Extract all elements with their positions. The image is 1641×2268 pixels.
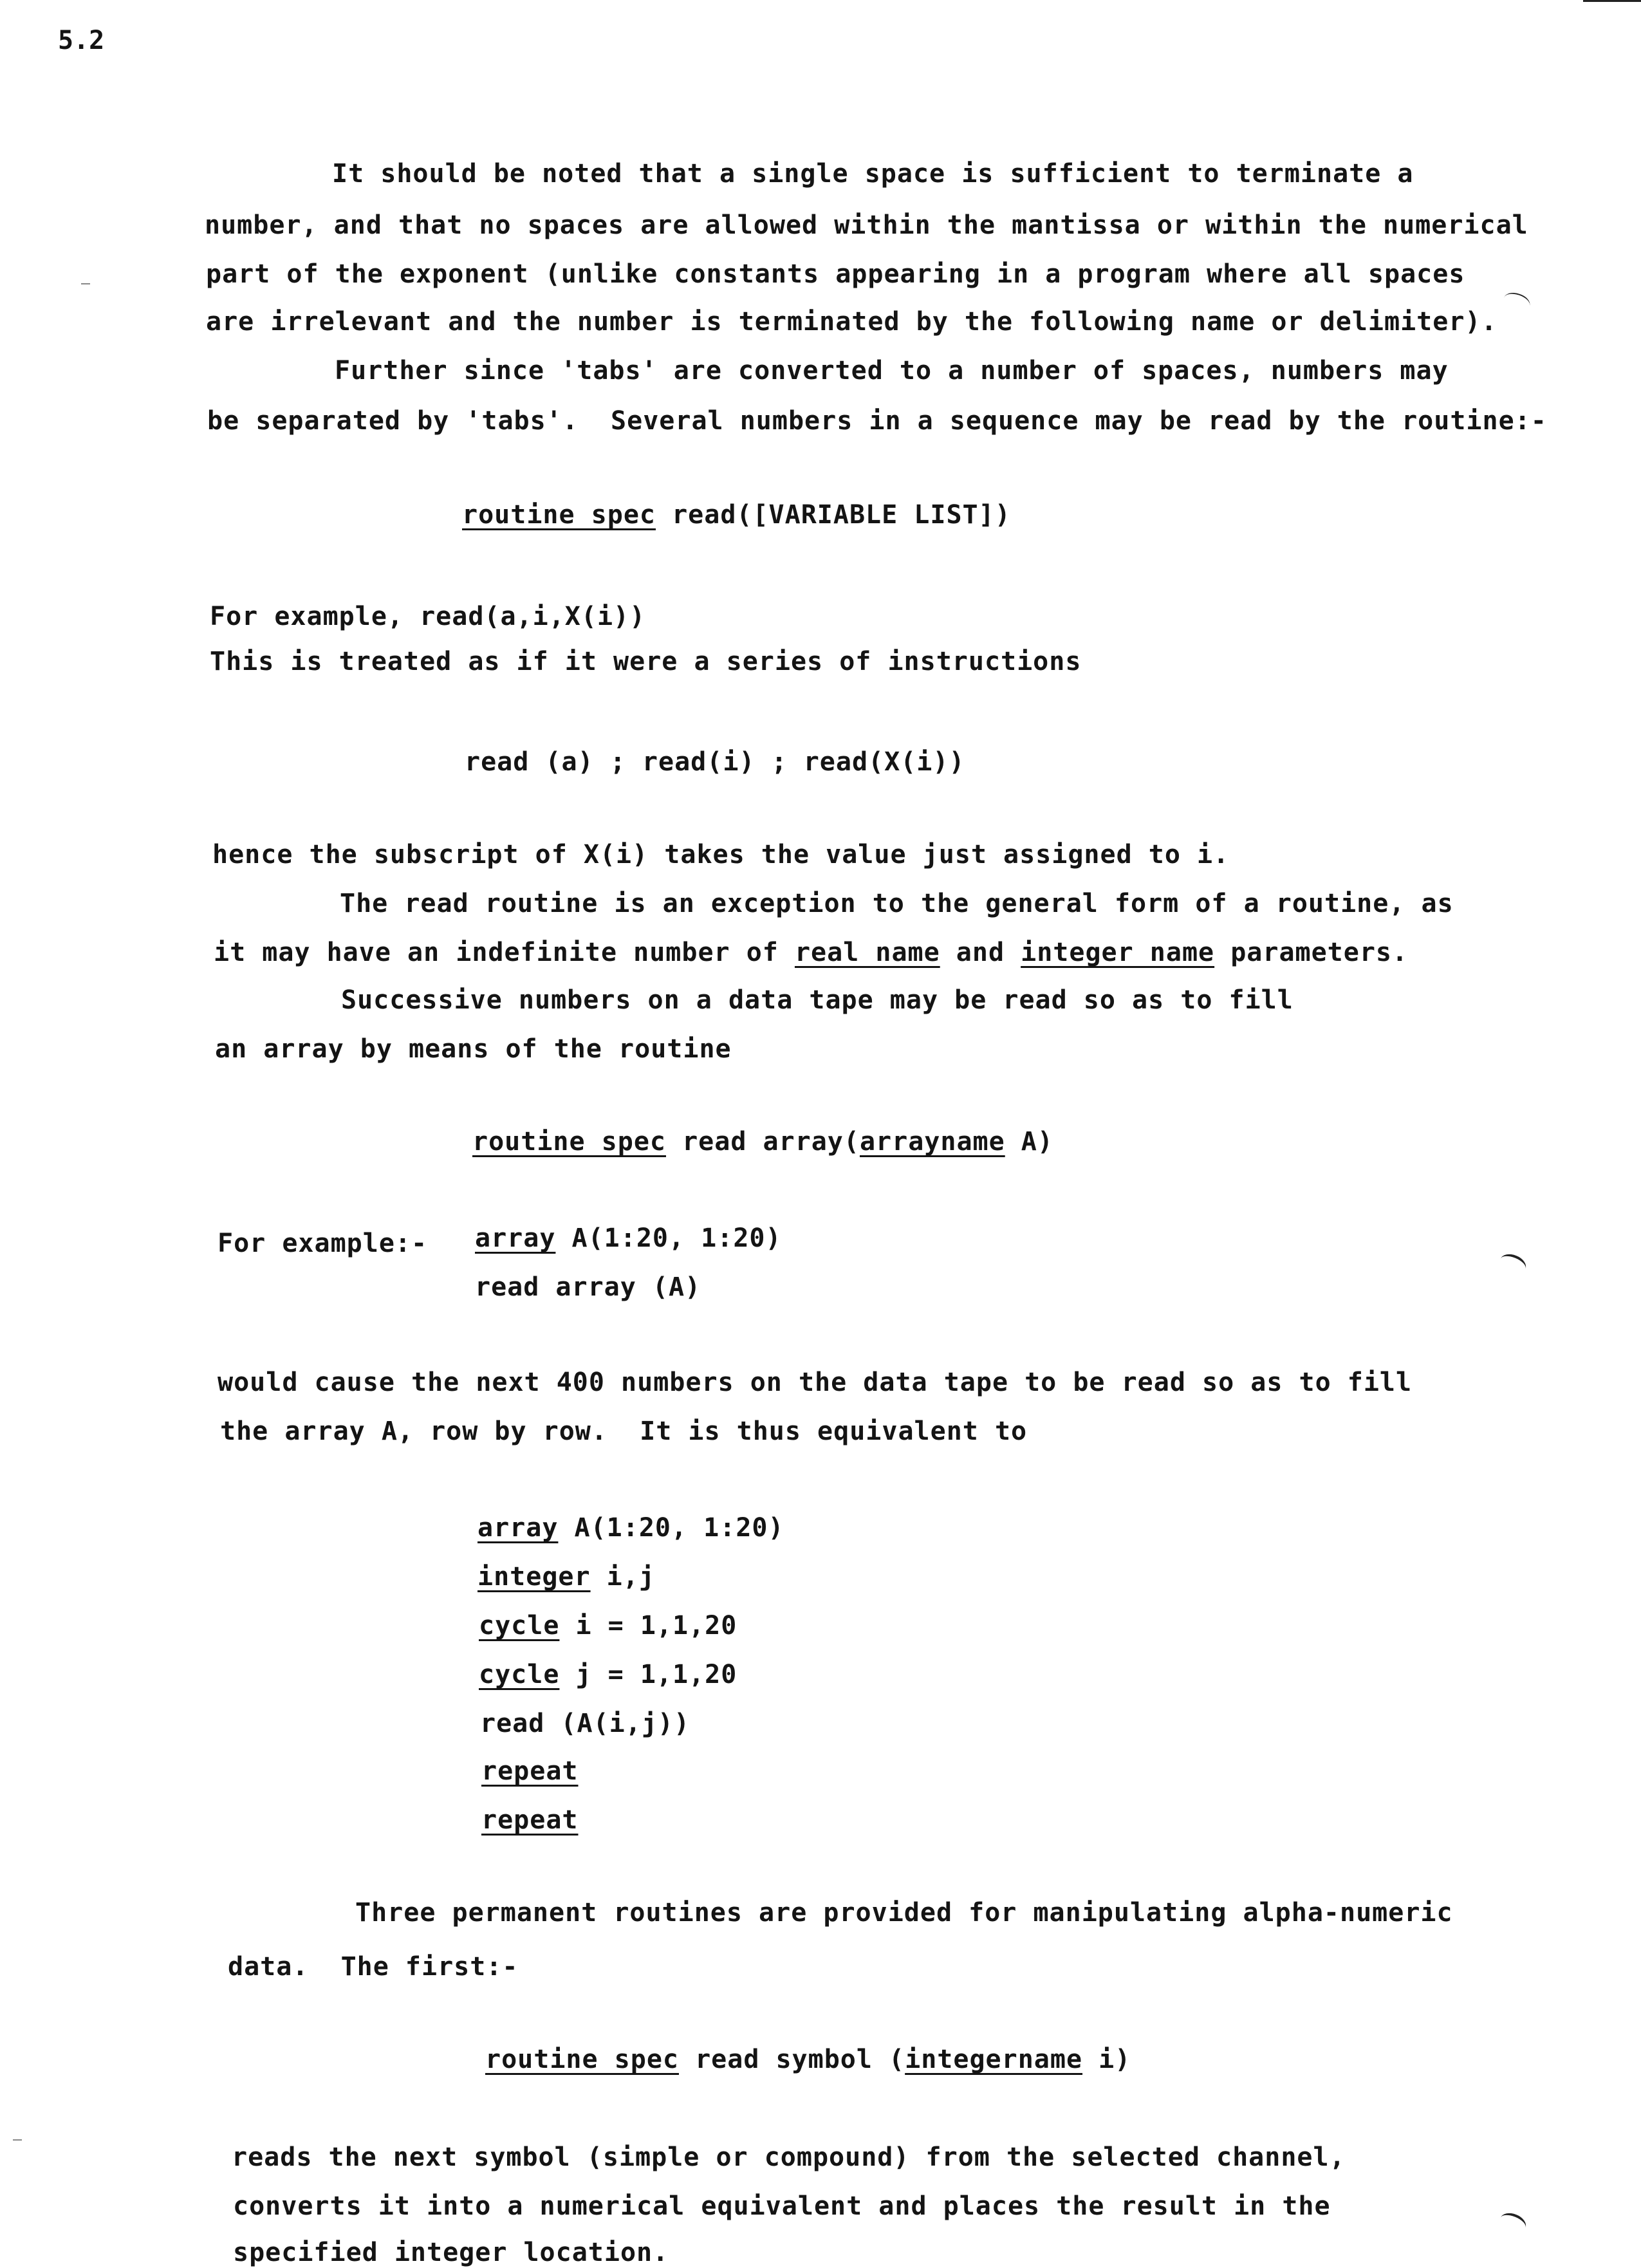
underlined-keyword: arrayname: [859, 1127, 1005, 1157]
margin-mark: [1497, 2209, 1528, 2236]
text-run: be separated by 'tabs'. Several numbers in a sequence may be read by the routine:-: [207, 406, 1547, 436]
text-run: data. The first:-: [228, 1952, 519, 1982]
underlined-keyword: integer: [477, 1562, 591, 1592]
text-run: It should be noted that a single space is sufficient to terminate a: [332, 159, 1414, 189]
text-run: read symbol (: [678, 2045, 905, 2074]
paragraph-line: [340, 888, 1454, 919]
underlined-keyword: repeat: [481, 1756, 579, 1786]
code-line: [475, 1223, 782, 1254]
routine-spec-read: [462, 499, 1011, 530]
page-number: 5.2: [58, 26, 105, 55]
text-run: part of the exponent (unlike constants appearing in a program where all spaces: [206, 259, 1465, 289]
paragraph-line: [206, 259, 1465, 290]
text-run: are irrelevant and the number is terminated by the following name or delimiter).: [206, 307, 1497, 337]
paragraph-line: [218, 1367, 1412, 1398]
paragraph-line: [233, 2191, 1331, 2222]
underlined-keyword: cycle: [479, 1611, 560, 1641]
text-run: the array A, row by row. It is thus equivalent to: [220, 1417, 1028, 1446]
text-run: A(1:20, 1:20): [558, 1513, 784, 1543]
paragraph-line: [206, 306, 1497, 337]
code-line: [481, 1756, 579, 1787]
paragraph-line: [335, 355, 1449, 386]
underlined-keyword: integername: [905, 2045, 1083, 2074]
paragraph-line: [355, 1897, 1453, 1928]
underlined-keyword: repeat: [481, 1805, 579, 1835]
routine-spec-read-array: [472, 1126, 1053, 1157]
margin-mark: [1501, 290, 1532, 314]
paragraph-line: [232, 2142, 1346, 2173]
text-run: reads the next symbol (simple or compound) from the selected channel,: [232, 2143, 1346, 2172]
underlined-keyword: routine spec: [485, 2045, 679, 2074]
paragraph-line: [207, 405, 1547, 436]
example-label: [218, 1228, 427, 1259]
underlined-keyword: routine spec: [462, 500, 656, 530]
example-line: [210, 601, 645, 632]
text-run: i,j: [590, 1562, 655, 1592]
text-run: The read routine is an exception to the general form of a routine, as: [340, 889, 1454, 918]
code-line: [479, 1659, 737, 1690]
text-run: i = 1,1,20: [559, 1611, 737, 1641]
code-line: [465, 747, 965, 777]
text-run: read array (A): [475, 1272, 701, 1302]
text-run: This is treated as if it were a series of instructions: [210, 647, 1082, 676]
top-edge-rule: [1583, 0, 1641, 2]
text-run: Further since 'tabs' are converted to a number of spaces, numbers may: [335, 356, 1449, 386]
code-line: [481, 1805, 579, 1836]
underlined-keyword: array: [475, 1223, 556, 1253]
paragraph-line: [233, 2237, 669, 2268]
scan-speck: [81, 283, 90, 284]
paragraph-line: [205, 210, 1528, 241]
underlined-keyword: real name: [794, 938, 940, 967]
text-run: For example:-: [218, 1229, 428, 1258]
paragraph-line: [215, 1034, 732, 1064]
underlined-keyword: routine spec: [472, 1127, 666, 1157]
text-run: A): [1005, 1127, 1053, 1157]
code-line: [475, 1272, 701, 1303]
paragraph-line: [332, 158, 1414, 189]
paragraph-line: [228, 1951, 518, 1982]
text-run: converts it into a numerical equivalent and places the result in the: [233, 2191, 1331, 2221]
routine-spec-read-symbol: [485, 2044, 1131, 2075]
text-run: Successive numbers on a data tape may be read so as to fill: [341, 985, 1293, 1015]
text-run: an array by means of the routine: [215, 1034, 732, 1064]
text-run: read (a) ; read(i) ; read(X(i)): [465, 747, 965, 777]
paragraph-line: [212, 839, 1229, 870]
underlined-keyword: cycle: [479, 1660, 560, 1689]
text-run: Three permanent routines are provided for manipulating alpha-numeric: [355, 1898, 1453, 1928]
code-line: [480, 1708, 690, 1739]
text-run: A(1:20, 1:20): [555, 1223, 782, 1253]
margin-mark: [1497, 1250, 1528, 1278]
text-run: read (A(i,j)): [480, 1709, 691, 1738]
text-run: i): [1082, 2045, 1131, 2074]
underlined-keyword: integer name: [1021, 938, 1215, 967]
text-run: hence the subscript of X(i) takes the value just assigned to i.: [212, 840, 1230, 869]
code-line: [477, 1512, 784, 1543]
text-run: it may have an indefinite number of: [214, 938, 795, 967]
scan-speck: [13, 2139, 22, 2141]
text-run: read array(: [665, 1127, 860, 1157]
paragraph-line: [210, 646, 1081, 677]
paragraph-line: [341, 985, 1293, 1016]
text-run: would cause the next 400 numbers on the data tape to be read so as to fill: [218, 1368, 1413, 1397]
text-run: j = 1,1,20: [559, 1660, 737, 1689]
text-run: read([VARIABLE LIST]): [655, 500, 1011, 530]
code-line: [479, 1610, 737, 1641]
code-line: [477, 1561, 655, 1592]
underlined-keyword: array: [477, 1513, 559, 1543]
text-run: specified integer location.: [233, 2238, 669, 2267]
paragraph-line: [220, 1416, 1027, 1447]
text-run: number, and that no spaces are allowed within the mantissa or within the numerical: [205, 210, 1528, 240]
text-run: and: [940, 938, 1021, 967]
paragraph-line: [214, 937, 1408, 968]
text-run: parameters.: [1214, 938, 1409, 967]
text-run: For example, read(a,i,X(i)): [210, 602, 646, 631]
